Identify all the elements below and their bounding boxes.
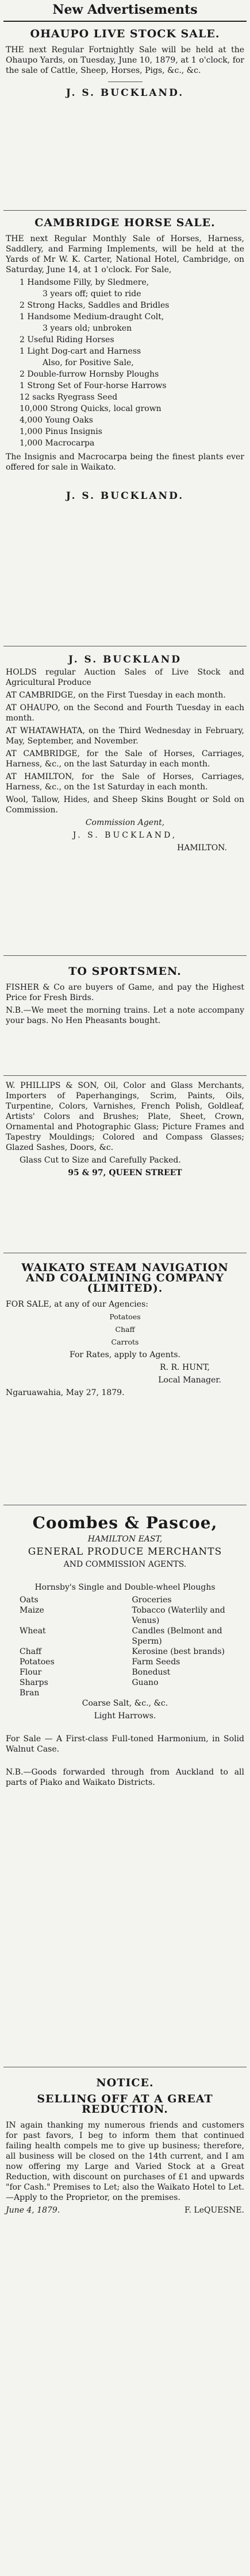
list-item: 10,000 Strong Quicks, local grown	[20, 404, 161, 413]
holds-header: J. S. BUCKLAND	[68, 654, 182, 665]
coombes-commission: AND COMMISSION AGENTS.	[63, 1560, 187, 1569]
phillips-body: W. PHILLIPS & SON, Oil, Color and Glass Merchants, Importers of Paperhangings, Scrim, Paints, Oils, Turpentine, Colors, Varnishes, French Polish, Goldleaf, Artists' Colors and Brushes; Plate, Sheet, Crown, Ornamental and Photographic Glass; Picture Frames and Tapestry Mouldings; Colored and Compass Glasses; Glazed Sashes, Doors, &c.	[6, 1081, 244, 1152]
holds-name: J. S. BUCKLAND,	[72, 831, 178, 840]
sportsmen-body: FISHER & Co are buyers of Game, and pay the Highest Price for Fresh Birds.	[6, 983, 244, 1002]
coombes-title: Coombes & Pascoe,	[32, 1513, 218, 1532]
sportsmen-title: TO SPORTSMEN.	[68, 965, 182, 978]
coombes-place: HAMILTON EAST,	[87, 1535, 163, 1544]
holds-commission: Commission Agent,	[85, 818, 165, 827]
ohaupo-signature: J. S. BUCKLAND.	[66, 87, 184, 99]
phillips-address: 95 & 97, QUEEN STREET	[68, 1168, 182, 1177]
phillips-glass: Glass Cut to Size and Carefully Packed.	[20, 1156, 181, 1165]
list-item: 3 years old; unbroken	[43, 324, 132, 333]
cambridge-title: CAMBRIDGE HORSE SALE.	[34, 216, 216, 229]
notice-subtitle: SELLING OFF AT A GREAT REDUCTION.	[37, 2093, 213, 2116]
list-item: 4,000 Young Oaks	[20, 416, 93, 425]
goods-item: Bran	[20, 1688, 40, 1698]
coombes-nb: N.B.—Goods forwarded through from Auckland to all parts of Piako and Waikato Districts.	[6, 1768, 244, 1787]
holds-p3: AT WHATAWHATA, on the Third Wednesday in February, May, September, and November.	[6, 726, 244, 746]
waikato-title: WAIKATO STEAM NAVIGATION AND COALMINING COMPANY (LIMITED).	[21, 1261, 229, 1295]
coombes-ploughs: Hornsby's Single and Double-wheel Ploughs	[34, 1583, 216, 1592]
goods-item: Sharps	[20, 1678, 48, 1687]
goods-item: Guano	[132, 1678, 159, 1687]
waikato-good: Chaff	[115, 1325, 135, 1334]
notice-date-text: June 4, 1879.	[6, 2206, 60, 2215]
holds-p2: AT OHAUPO, on the Second and Fourth Tuesday in each month.	[6, 703, 244, 723]
goods-item: Groceries	[132, 1595, 172, 1605]
waikato-good: Carrots	[111, 1338, 139, 1346]
holds-ad	[3, 646, 247, 956]
sportsmen-nb: N.B.—We meet the morning trains. Let a note accompany your bags. No Hen Pheasants bought.	[6, 1006, 244, 1025]
phillips-ad	[3, 1076, 247, 1253]
waikato-good: Potatoes	[109, 1312, 141, 1321]
list-item: 3 years off; quiet to ride	[43, 289, 141, 299]
list-item: 2 Strong Hacks, Saddles and Bridles	[20, 301, 170, 310]
holds-body: HOLDS regular Auction Sales of Live Stock and Agricultural Produce	[6, 668, 244, 687]
coombes-goods	[6, 1595, 244, 1698]
notice-title: NOTICE.	[96, 2077, 154, 2089]
goods-item: Candles (Belmont and Sperm)	[132, 1626, 222, 1646]
coombes-salt: Coarse Salt, &c., &c.	[82, 1699, 168, 1708]
holds-p4: AT CAMBRIDGE, for the Sale of Horses, Carriages, Harness, &c., on the last Saturday in each month.	[6, 749, 244, 769]
waikato-dateline: Ngaruawahia, May 27, 1879.	[6, 1388, 125, 1397]
list-item: 12 sacks Ryegrass Seed	[20, 393, 118, 402]
notice-date	[6, 2205, 244, 2215]
list-item: 1 Handsome Medium-draught Colt,	[20, 312, 164, 321]
cambridge-outro: The Insignis and Macrocarpa being the finest plants ever offered for sale in Waikato.	[6, 452, 244, 472]
holds-p6: Wool, Tallow, Hides, and Sheep Skins Bought or Sold on Commission.	[6, 795, 244, 815]
waikato-agent-role: Local Manager.	[158, 1376, 221, 1385]
goods-item: Farm Seeds	[132, 1657, 180, 1667]
holds-p1: AT CAMBRIDGE, on the First Tuesday in each month.	[6, 691, 226, 700]
list-item: 2 Double-furrow Hornsby Ploughs	[20, 370, 159, 379]
notice-signature: F. LeQUESNE.	[184, 2206, 244, 2215]
list-item: 1,000 Macrocarpa	[20, 439, 95, 448]
list-item: 1 Handsome Filly, by Sledmere,	[20, 278, 149, 287]
cambridge-items	[6, 277, 244, 448]
ohaupo-ad	[3, 22, 247, 211]
notice-body: IN again thanking my numerous friends and customers for past favors, I beg to inform them that continued failing health compels me to give up business; therefore, all business will be closed on the 14th current, and I am now offering my Large and Varied Stock at a Great Reduction, with discount on purchases of £1 and upwards "for Cash." Premises to Let; also the Waikato Hotel to Let.—Apply to the Proprietor, on the premises.	[6, 2121, 244, 2202]
cambridge-ad	[3, 211, 247, 646]
goods-item: Potatoes	[20, 1657, 55, 1667]
holds-town: HAMILTON.	[177, 843, 227, 853]
cambridge-signature: J. S. BUCKLAND.	[66, 490, 184, 502]
list-item: Also, for Positive Sale,	[43, 358, 134, 367]
list-item: 1 Light Dog-cart and Harness	[20, 347, 141, 356]
coombes-harrows: Light Harrows.	[94, 1711, 156, 1721]
goods-item: Oats	[20, 1595, 39, 1605]
masthead: New Advertisements	[3, 0, 247, 22]
list-item: 1 Strong Set of Four-horse Harrows	[20, 381, 167, 390]
notice-ad	[3, 2067, 247, 2224]
list-item: 2 Useful Riding Horses	[20, 335, 114, 344]
waikato-body: FOR SALE, at any of our Agencies:	[6, 1300, 148, 1309]
ohaupo-title: OHAUPO LIVE STOCK SALE.	[30, 28, 220, 40]
holds-p5: AT HAMILTON, for the Sale of Horses, Carriages, Harness, &c., on the 1st Saturday in each month.	[6, 772, 244, 792]
waikato-agent: R. R. HUNT,	[160, 1363, 210, 1372]
goods-item: Tobacco (Waterlily and Venus)	[132, 1606, 225, 1625]
sportsmen-ad	[3, 956, 247, 1076]
waikato-ad	[3, 1253, 247, 1505]
goods-item: Wheat	[20, 1626, 46, 1636]
goods-item	[132, 1688, 231, 1698]
coombes-ad	[3, 1505, 247, 2067]
coombes-sale: For Sale — A First-class Full-toned Harmonium, in Solid Walnut Case.	[6, 1734, 244, 1754]
coombes-trade: GENERAL PRODUCE MERCHANTS	[28, 1546, 222, 1558]
goods-item: Kerosine (best brands)	[132, 1647, 225, 1656]
waikato-rates: For Rates, apply to Agents.	[70, 1350, 180, 1359]
goods-item: Bonedust	[132, 1668, 171, 1677]
list-item: 1,000 Pinus Insignis	[20, 427, 102, 436]
cambridge-intro: THE next Regular Monthly Sale of Horses, Harness, Saddlery, and Farming Implements, will be held at the Yards of Mr W. K. Carter, National Hotel, Cambridge, on Saturday, June 14, at 1 o'clock. For Sale,	[6, 234, 244, 274]
goods-item: Flour	[20, 1668, 42, 1677]
ohaupo-body: THE next Regular Fortnightly Sale will be held at the Ohaupo Yards, on Tuesday, June 10, 1879, at 1 o'clock, for the sale of Cattle, Sheep, Horses, Pigs, &c., &c.	[6, 45, 244, 75]
goods-item: Chaff	[20, 1647, 42, 1656]
goods-item: Maize	[20, 1606, 44, 1615]
